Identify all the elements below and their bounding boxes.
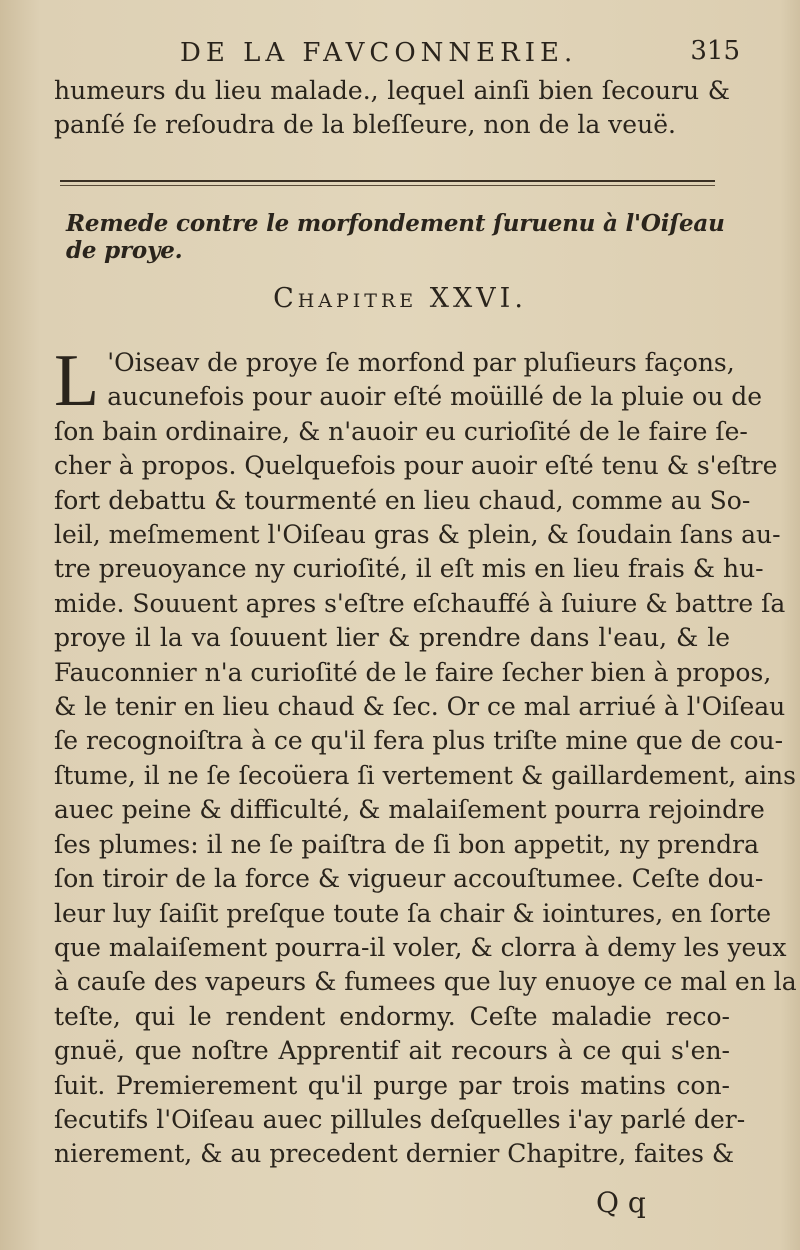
page-header [150,36,740,72]
text-line: Fauconnier n'a curioſité de le faire ſecher bien à propos, [54,657,772,687]
intro-paragraph [54,74,730,143]
text-line: ſes plumes: il ne ſe paiſtra de ſi bon appetit, ny prendra [54,829,760,859]
text-line: nierement, & au precedent dernier Chapitre, faites & [54,1139,735,1169]
text-line: auec peine & difficulté, & malaiſement pourra rejoindre [54,795,765,825]
text-line: ſuit. Premierement qu'il purge par trois matins con- [54,1070,730,1100]
section-divider [60,180,715,182]
text-line: mide. Souuent apres s'eſtre eſchauffé à ſuiure & battre ſa [54,588,786,618]
chapter-heading: Chapitre XXVI. [273,283,527,314]
running-title: DE LA FAVCONNERIE. [180,38,578,68]
text-line: & le tenir en lieu chaud & ſec. Or ce mal arriué à l'Oiſeau [54,692,786,722]
drop-cap: L [54,340,100,422]
text-line: panſé ſe reſoudra de la bleſſeure, non de la veuë. [54,110,676,140]
text-line: tre preuoyance ny curioſité, il eſt mis en lieu frais & hu- [54,554,764,584]
text-line: cher à propos. Quelquefois pour auoir eſté tenu & s'eſtre [54,451,778,481]
text-line: ſon tiroir de la force & vigueur accouſtumee. Ceſte dou- [54,864,764,894]
page-number: 315 [690,36,740,66]
text-line: 'Oiseav de proye ſe morfond par pluſieurs façons, [107,348,735,377]
section-title: Remede contre le morfondement ſuruenu à l'Oiſeau de proye. [66,210,725,264]
text-line: gnuë, que noſtre Apprentif ait recours à ce qui s'en- [54,1036,730,1066]
chapter-body [54,340,797,1172]
text-line: humeurs du lieu malade., lequel ainſi bien ſecouru & [54,76,730,105]
section-divider-thin [60,185,715,186]
text-line: que malaiſement pourra-il voler, & clorra à demy les yeux [54,932,787,962]
text-line: à cauſe des vapeurs & fumees que luy enuoye ce mal en la [54,967,797,997]
text-line: teſte, qui le rendent endormy. Ceſte maladie reco- [54,1001,730,1031]
text-line: leil, meſmement l'Oiſeau gras & plein, & ſoudain ſans au- [54,520,781,550]
signature-mark: Q q [596,1186,646,1219]
text-line: fort debattu & tourmenté en lieu chaud, comme au So- [54,485,751,515]
text-line: ſe recognoiſtra à ce qu'il fera plus triſte mine que de cou- [54,726,784,756]
text-line: proye il la va ſouuent lier & prendre dans l'eau, & le [54,623,730,653]
text-line: aucunefois pour auoir eſté moüillé de la pluie ou de [107,382,763,412]
text-line: ſtume, il ne ſe ſecoüera ſi vertement & gaillardement, ains [54,760,796,790]
text-line: leur luy ſaiſit preſque toute ſa chair & iointures, en ſorte [54,898,772,928]
text-line: ſecutifs l'Oiſeau auec pillules deſquelles i'ay parlé der- [54,1104,746,1134]
text-line: ſon bain ordinaire, & n'auoir eu curioſité de le faire ſe- [54,416,748,446]
